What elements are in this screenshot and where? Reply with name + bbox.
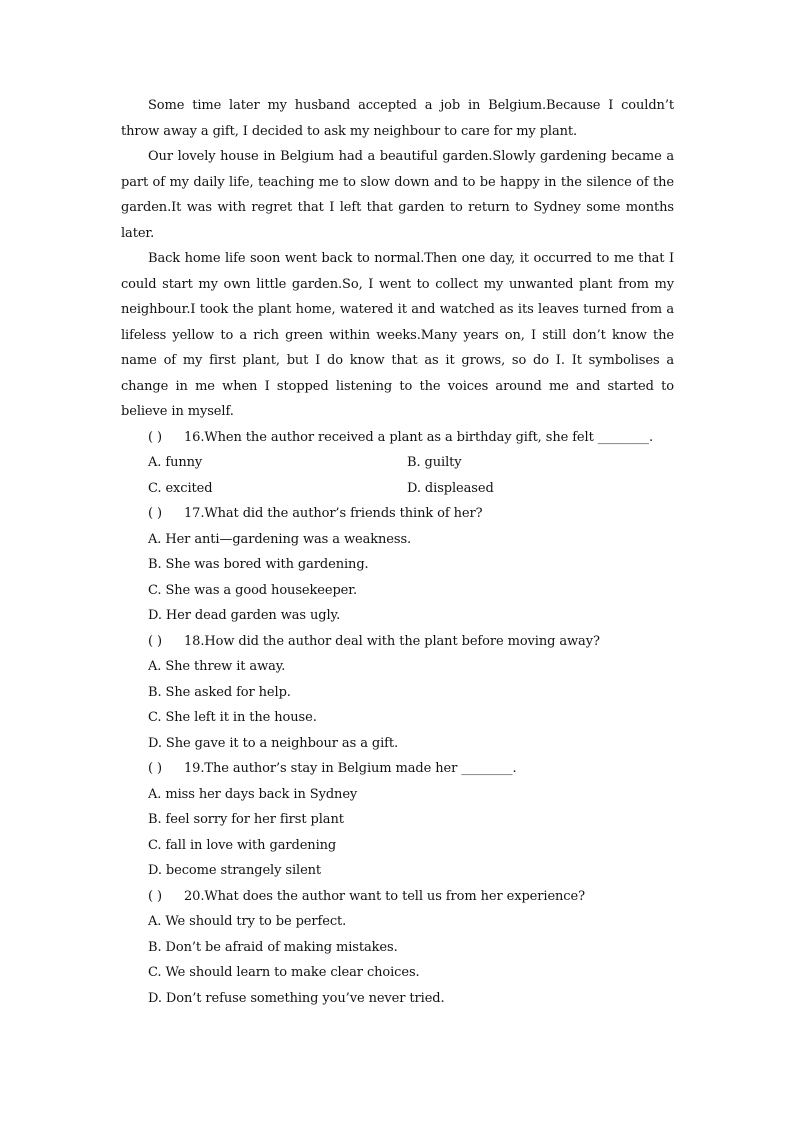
question-16 [121,425,674,502]
passage-paragraph: Our lovely house in Belgium had a beautiful garden.Slowly gardening became a part of my daily life, teaching me to slow down and to be happy in the silence of the garden.It was with regret that I left that garden to return to Sydney some months later. [121,149,674,241]
answer-blank: ( ) [148,633,162,649]
option-a: A. She threw it away. [148,659,286,674]
question-text: 20.What does the author want to tell us from her experience? [184,888,585,904]
question-19 [121,756,674,884]
option-row [121,450,674,476]
option-c: C. We should learn to make clear choices. [148,965,420,980]
option-c: C. She left it in the house. [148,710,317,725]
option-row [121,476,674,502]
option-a: A. Her anti—gardening was a weakness. [148,531,412,547]
question-stem [121,501,674,527]
answer-blank: ( ) [148,429,162,445]
question-text: 16.When the author received a plant as a birthday gift, she felt ________. [184,429,653,445]
question-stem [121,884,674,910]
option-c: C. She was a good housekeeper. [148,582,357,598]
option-a: A. miss her days back in Sydney [148,786,358,802]
question-stem [121,629,674,655]
option-c: C. fall in love with gardening [148,837,337,853]
question-stem [121,425,674,451]
option-d: D. Don’t refuse something you’ve never tried. [148,990,445,1006]
option-d: D. She gave it to a neighbour as a gift. [148,735,399,751]
reading-passage [121,93,674,1011]
option-d: D. become strangely silent [148,863,322,878]
question-text: 17.What did the author’s friends think of her? [184,506,483,521]
question-17 [121,501,674,629]
option-b: B. guilty [407,455,462,470]
answer-blank: ( ) [148,888,162,904]
question-stem [121,756,674,782]
question-20 [121,884,674,1012]
option-b: B. feel sorry for her first plant [148,812,344,827]
answer-blank: ( ) [148,761,162,776]
option-b: B. She was bored with gardening. [148,557,369,572]
option-a: A. funny [148,455,203,470]
question-text: 18.How did the author deal with the plant before moving away? [184,633,600,649]
answer-blank: ( ) [148,506,162,521]
option-d: D. displeased [407,480,494,496]
question-18 [121,629,674,757]
option-d: D. Her dead garden was ugly. [148,608,341,623]
option-c: C. excited [148,480,213,496]
option-b: B. She asked for help. [148,684,291,700]
passage-paragraph: Some time later my husband accepted a job in Belgium.Because I couldn’t throw away a gift, I decided to ask my neighbour to care for my plant. [121,98,674,139]
passage-paragraph: Back home life soon went back to normal.Then one day, it occurred to me that I could start my own little garden.So, I went to collect my unwanted plant from my neighbour.I took the plant home, watered it and watched as its leaves turned from a lifeless yellow to a rich green within weeks.Many years on, I still don’t know the name of my first plant, but I do know that as it grows, so do I. It symbolises a change in me when I stopped listening to the voices around me and started to believe in myself. [121,251,674,419]
option-b: B. Don’t be afraid of making mistakes. [148,939,398,955]
question-text: 19.The author’s stay in Belgium made her ________. [184,761,517,776]
option-a: A. We should try to be perfect. [148,914,347,929]
